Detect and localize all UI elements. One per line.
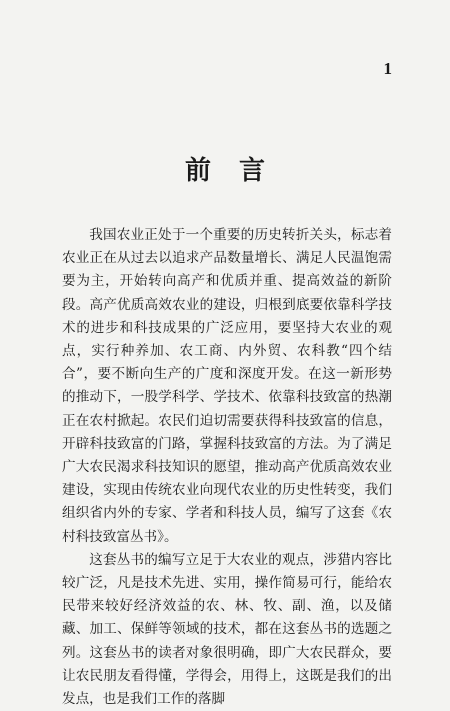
paragraph-2: 这套丛书的编写立足于大农业的观点，涉猎内容比较广泛，凡是技术先进、实用，操作简易可行，能给农民带来较好经济效益的农、林、牧、副、渔，以及储藏、加工、保鲜等领域的技术，都在这套丛书的选题之列。这套丛书的读者对象很明确，即广大农民群众，要让农民朋友看得懂，学得会，用得上，这既是我们的出发点，也是我们工作的落脚 bbox=[62, 551, 392, 708]
page-title: 前言 bbox=[184, 156, 293, 186]
document-body bbox=[62, 224, 392, 711]
paragraph-1: 我国农业正处于一个重要的历史转折关头，标志着农业正在从过去以追求产品数量增长、满足人民温饱需要为主，开始转向高产和优质并重、提高效益的新阶段。高产优质高效农业的建设，归根到底要依靠科学技术的进步和科技成果的广泛应用，要坚持大农业的观点，实行种养加、农工商、内外贸、农科教“四个结合”，要不断向生产的广度和深度开发。在这一新形势的推动下，一股学科学、学技术、依靠科技致富的热潮正在农村掀起。农民们迫切需要获得科技致富的信息，开辟科技致富的门路，掌握科技致富的方法。为了满足广大农民渴求科技知识的愿望，推动高产优质高效农业建设，实现由传统农业向现代农业的历史性转变，我们组织省内外的专家、学者和科技人员，编写了这套《农村科技致富丛书》。 bbox=[62, 227, 392, 545]
page-number: 1 bbox=[383, 59, 392, 78]
